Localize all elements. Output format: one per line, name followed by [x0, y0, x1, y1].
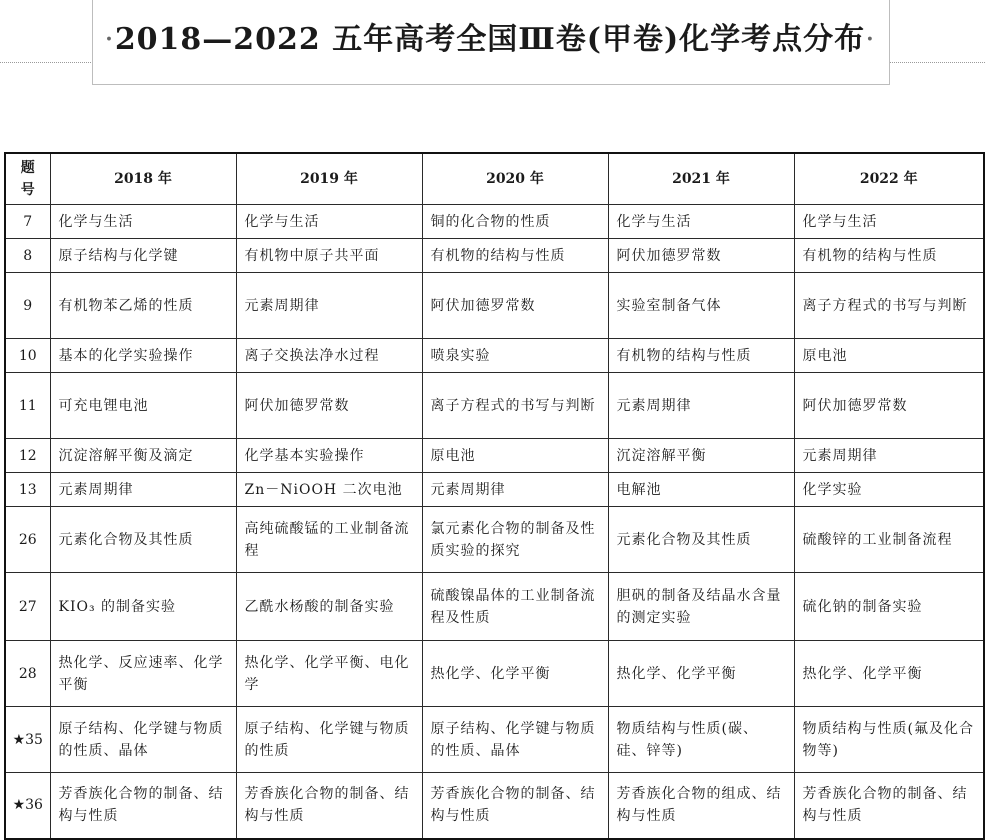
- topic-cell: 乙酰水杨酸的制备实验: [236, 573, 422, 641]
- topic-cell: 铜的化合物的性质: [422, 205, 608, 239]
- topic-cell: 芳香族化合物的组成、结构与性质: [608, 773, 794, 839]
- topic-cell: 原子结构、化学键与物质的性质、晶体: [422, 707, 608, 773]
- table-row: [5, 473, 984, 507]
- topic-cell: 物质结构与性质(氟及化合物等): [794, 707, 984, 773]
- header-2022: 2022 年: [794, 153, 984, 205]
- topic-cell: Zn－NiOOH 二次电池: [236, 473, 422, 507]
- topic-cell: 沉淀溶解平衡: [608, 439, 794, 473]
- topic-cell: 沉淀溶解平衡及滴定: [50, 439, 236, 473]
- topic-cell: 阿伏加德罗常数: [422, 273, 608, 339]
- topic-cell: 离子方程式的书写与判断: [794, 273, 984, 339]
- topic-cell: 热化学、化学平衡: [422, 641, 608, 707]
- topic-cell: 元素周期律: [422, 473, 608, 507]
- topic-cell: 基本的化学实验操作: [50, 339, 236, 373]
- question-number: 11: [5, 373, 50, 439]
- topic-cell: 氯元素化合物的制备及性质实验的探究: [422, 507, 608, 573]
- header-row: [5, 153, 984, 205]
- topic-cell: 阿伏加德罗常数: [236, 373, 422, 439]
- topic-cell: 离子方程式的书写与判断: [422, 373, 608, 439]
- question-number: 10: [5, 339, 50, 373]
- question-number: 26: [5, 507, 50, 573]
- topic-cell: 有机物的结构与性质: [794, 239, 984, 273]
- topic-cell: 芳香族化合物的制备、结构与性质: [236, 773, 422, 839]
- topic-cell: 原子结构与化学键: [50, 239, 236, 273]
- topic-cell: 热化学、化学平衡、电化学: [236, 641, 422, 707]
- topic-cell: KIO₃ 的制备实验: [50, 573, 236, 641]
- topic-cell: 化学基本实验操作: [236, 439, 422, 473]
- topic-cell: 物质结构与性质(碳、硅、锌等): [608, 707, 794, 773]
- topic-cell: 原电池: [794, 339, 984, 373]
- topic-cell: 化学与生活: [608, 205, 794, 239]
- table-row: [5, 439, 984, 473]
- topic-cell: 化学与生活: [50, 205, 236, 239]
- title-bullet-left: ·: [104, 22, 115, 57]
- header-2021: 2021 年: [608, 153, 794, 205]
- table-row: [5, 573, 984, 641]
- topic-cell: 有机物的结构与性质: [422, 239, 608, 273]
- table-row: [5, 707, 984, 773]
- table-row: [5, 273, 984, 339]
- header-2019: 2019 年: [236, 153, 422, 205]
- table-row: [5, 641, 984, 707]
- topic-cell: 元素周期律: [794, 439, 984, 473]
- question-number: 7: [5, 205, 50, 239]
- question-number: 27: [5, 573, 50, 641]
- question-number: 28: [5, 641, 50, 707]
- question-number: 12: [5, 439, 50, 473]
- table-row: [5, 205, 984, 239]
- exam-topic-table: [4, 152, 985, 840]
- question-number: 13: [5, 473, 50, 507]
- topic-cell: 芳香族化合物的制备、结构与性质: [422, 773, 608, 839]
- topic-cell: 原子结构、化学键与物质的性质: [236, 707, 422, 773]
- topic-cell: 电解池: [608, 473, 794, 507]
- topic-cell: 硫化钠的制备实验: [794, 573, 984, 641]
- topic-cell: 元素化合物及其性质: [608, 507, 794, 573]
- topic-cell: 有机物的结构与性质: [608, 339, 794, 373]
- topic-cell: 化学与生活: [794, 205, 984, 239]
- topic-cell: 热化学、化学平衡: [794, 641, 984, 707]
- topic-cell: 原电池: [422, 439, 608, 473]
- topic-cell: 元素周期律: [236, 273, 422, 339]
- question-number: 8: [5, 239, 50, 273]
- table-row: [5, 773, 984, 839]
- topic-cell: 阿伏加德罗常数: [794, 373, 984, 439]
- topic-cell: 元素周期律: [50, 473, 236, 507]
- topic-cell: 高纯硫酸锰的工业制备流程: [236, 507, 422, 573]
- topic-cell: 元素化合物及其性质: [50, 507, 236, 573]
- question-number: ★36: [5, 773, 50, 839]
- table-row: [5, 373, 984, 439]
- header-question: 题号: [5, 153, 50, 205]
- topic-cell: 阿伏加德罗常数: [608, 239, 794, 273]
- table-row: [5, 239, 984, 273]
- topic-cell: 硫酸镍晶体的工业制备流程及性质: [422, 573, 608, 641]
- topic-cell: 有机物中原子共平面: [236, 239, 422, 273]
- topic-cell: 热化学、化学平衡: [608, 641, 794, 707]
- question-number: 9: [5, 273, 50, 339]
- topic-cell: 原子结构、化学键与物质的性质、晶体: [50, 707, 236, 773]
- question-number: ★35: [5, 707, 50, 773]
- topic-cell: 喷泉实验: [422, 339, 608, 373]
- title-text: 2018—2022 五年高考全国Ⅲ卷(甲卷)化学考点分布: [114, 22, 866, 57]
- topic-cell: 可充电锂电池: [50, 373, 236, 439]
- topic-cell: 芳香族化合物的制备、结构与性质: [794, 773, 984, 839]
- page-title: [92, 20, 888, 60]
- topic-cell: 离子交换法净水过程: [236, 339, 422, 373]
- topic-cell: 胆矾的制备及结晶水含量的测定实验: [608, 573, 794, 641]
- topic-cell: 有机物苯乙烯的性质: [50, 273, 236, 339]
- topic-cell: 热化学、反应速率、化学平衡: [50, 641, 236, 707]
- topic-cell: 实验室制备气体: [608, 273, 794, 339]
- header-2018: 2018 年: [50, 153, 236, 205]
- topic-cell: 化学实验: [794, 473, 984, 507]
- topic-cell: 化学与生活: [236, 205, 422, 239]
- topic-cell: 元素周期律: [608, 373, 794, 439]
- table-row: [5, 339, 984, 373]
- title-bullet-right: ·: [865, 22, 876, 57]
- topic-cell: 芳香族化合物的制备、结构与性质: [50, 773, 236, 839]
- header-2020: 2020 年: [422, 153, 608, 205]
- topic-cell: 硫酸锌的工业制备流程: [794, 507, 984, 573]
- table-row: [5, 507, 984, 573]
